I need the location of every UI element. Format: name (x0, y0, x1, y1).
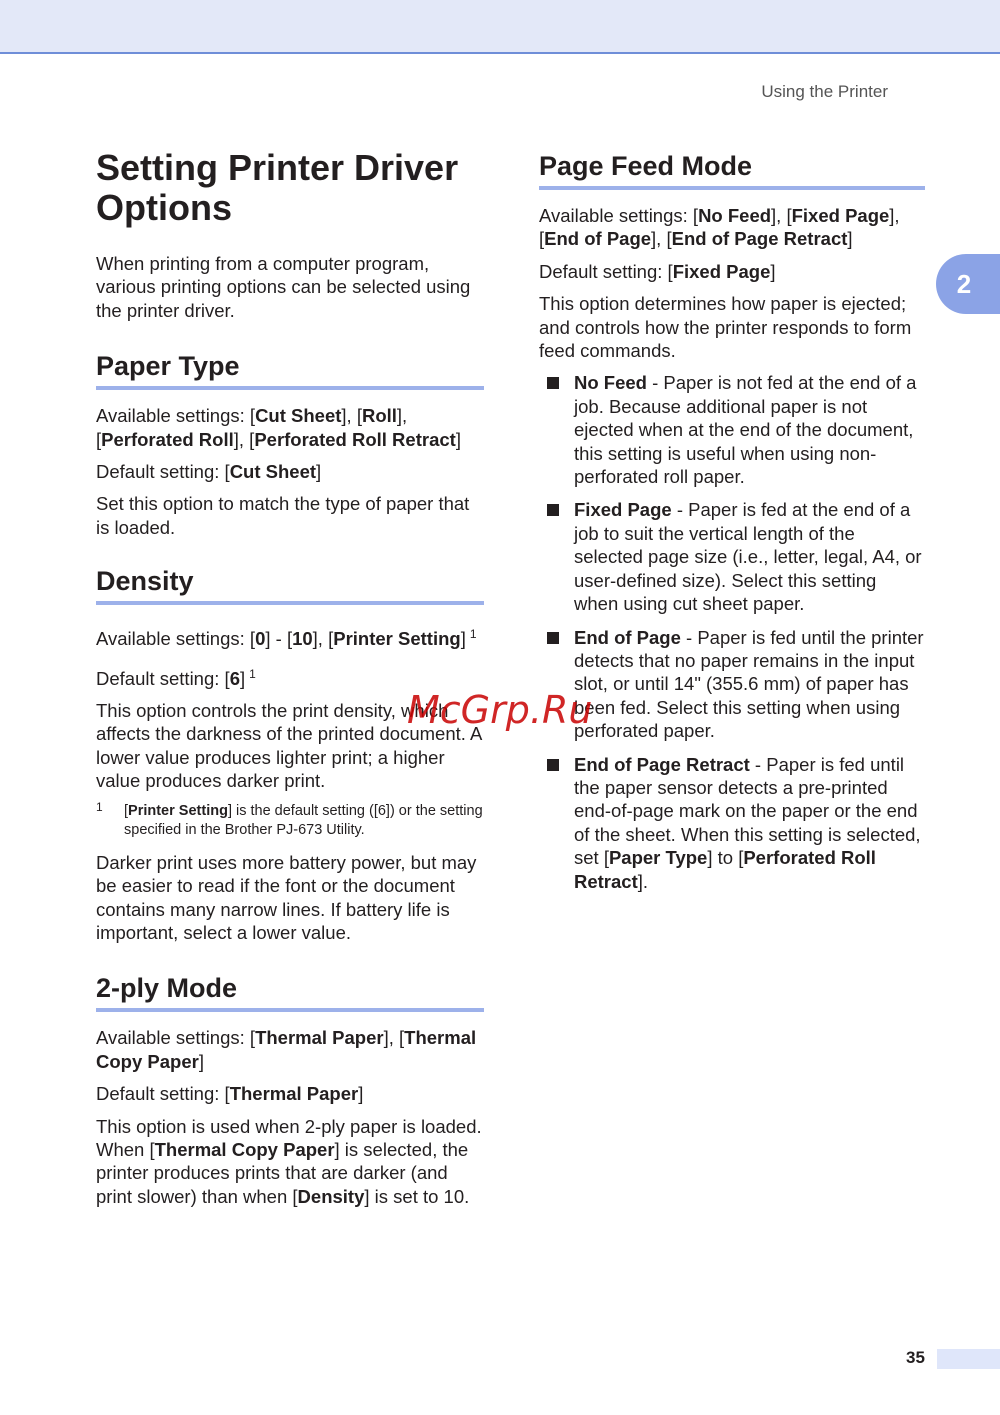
bullet-square-icon (547, 759, 559, 771)
list-item: No Feed - Paper is not fed at the end of a job. Because additional paper is not ejected when at the end of the document, this setting is useful when using non-perforated roll paper. (539, 371, 925, 488)
bullet-square-icon (547, 632, 559, 644)
paper-type-description: Set this option to match the type of paper that is loaded. (96, 493, 470, 538)
page-feed-description: This option determines how paper is ejected; and controls how the printer responds to form feed commands. (539, 293, 912, 362)
two-ply-available: Available settings: [Thermal Paper], [Thermal Copy Paper] (96, 1027, 477, 1072)
left-column (96, 148, 484, 1217)
list-item: Fixed Page - Paper is fed at the end of a job to suit the vertical length of the selected page size (i.e., letter, legal, A4, or user-defined size). Select this setting when using cut sheet paper. (539, 498, 925, 615)
density-heading: Density (96, 565, 484, 605)
intro-text: When printing from a computer program, various printing options can be selected using the printer driver. (96, 253, 471, 321)
battery-note: Darker print uses more battery power, but may be easier to read if the font or the document contains many narrow lines. If battery life is important, select a lower value. (96, 851, 477, 943)
footnote-ref: 1 (469, 627, 477, 642)
density-description: This option controls the print density, which affects the darkness of the printed document. A lower value produces lighter print; a higher value produces darker print. (96, 700, 482, 792)
bullet-square-icon (547, 377, 559, 389)
two-ply-description: This option is used when 2-ply paper is loaded. When [Thermal Copy Paper] is selected, the printer produces prints that are darker (and print slower) than when [Density] is set to 10. (96, 1115, 482, 1207)
paper-type-default: Default setting: [Cut Sheet] (96, 461, 322, 483)
two-ply-section (96, 972, 484, 1208)
running-header: Using the Printer (761, 82, 888, 101)
paper-type-available: Available settings: [Cut Sheet], [Roll], [Perforated Roll], [Perforated Roll Retract] (96, 405, 461, 450)
list-item: End of Page Retract - Paper is fed until the paper sensor detects a pre-printed end-of-page mark on the paper or the end of the sheet. When this setting is selected, set [Paper Type] to [Perforated Roll Retract]. (539, 753, 925, 893)
paper-type-section (96, 350, 484, 539)
page-title: Setting Printer Driver Options (96, 147, 459, 228)
density-section (96, 565, 484, 944)
right-column (539, 150, 925, 903)
density-available: Available settings: [0] - [10], [Printer Setting] $^1$ (96, 627, 477, 650)
page-number-tab (937, 1349, 1000, 1369)
density-footnote: 1 [Printer Setting] is the default setting ([6]) or the setting specified in the Brother PJ-673 Utility. (96, 799, 483, 839)
page-feed-heading: Page Feed Mode (539, 150, 925, 190)
chapter-tab: 2 (936, 254, 1000, 314)
page-feed-default: Default setting: [Fixed Page] (539, 260, 776, 282)
page-number: 35 (906, 1348, 925, 1367)
two-ply-heading: 2-ply Mode (96, 972, 484, 1012)
page-feed-available: Available settings: [No Feed], [Fixed Page], [End of Page], [End of Page Retract] (539, 205, 900, 250)
bullet-square-icon (547, 504, 559, 516)
list-item: End of Page - Paper is fed until the printer detects that no paper remains in the input slot, or until 14" (355.6 mm) of paper has been fed. Select this setting when using perforated paper. (539, 626, 925, 743)
watermark: McGrp.Ru (407, 688, 593, 732)
two-ply-default: Default setting: [Thermal Paper] (96, 1083, 364, 1105)
density-default: Default setting: [6] $^1$ (96, 666, 256, 689)
top-header-band (0, 0, 1000, 54)
footnote-ref: 1 (249, 666, 256, 681)
page-feed-options-list (539, 371, 925, 893)
paper-type-heading: Paper Type (96, 350, 484, 390)
